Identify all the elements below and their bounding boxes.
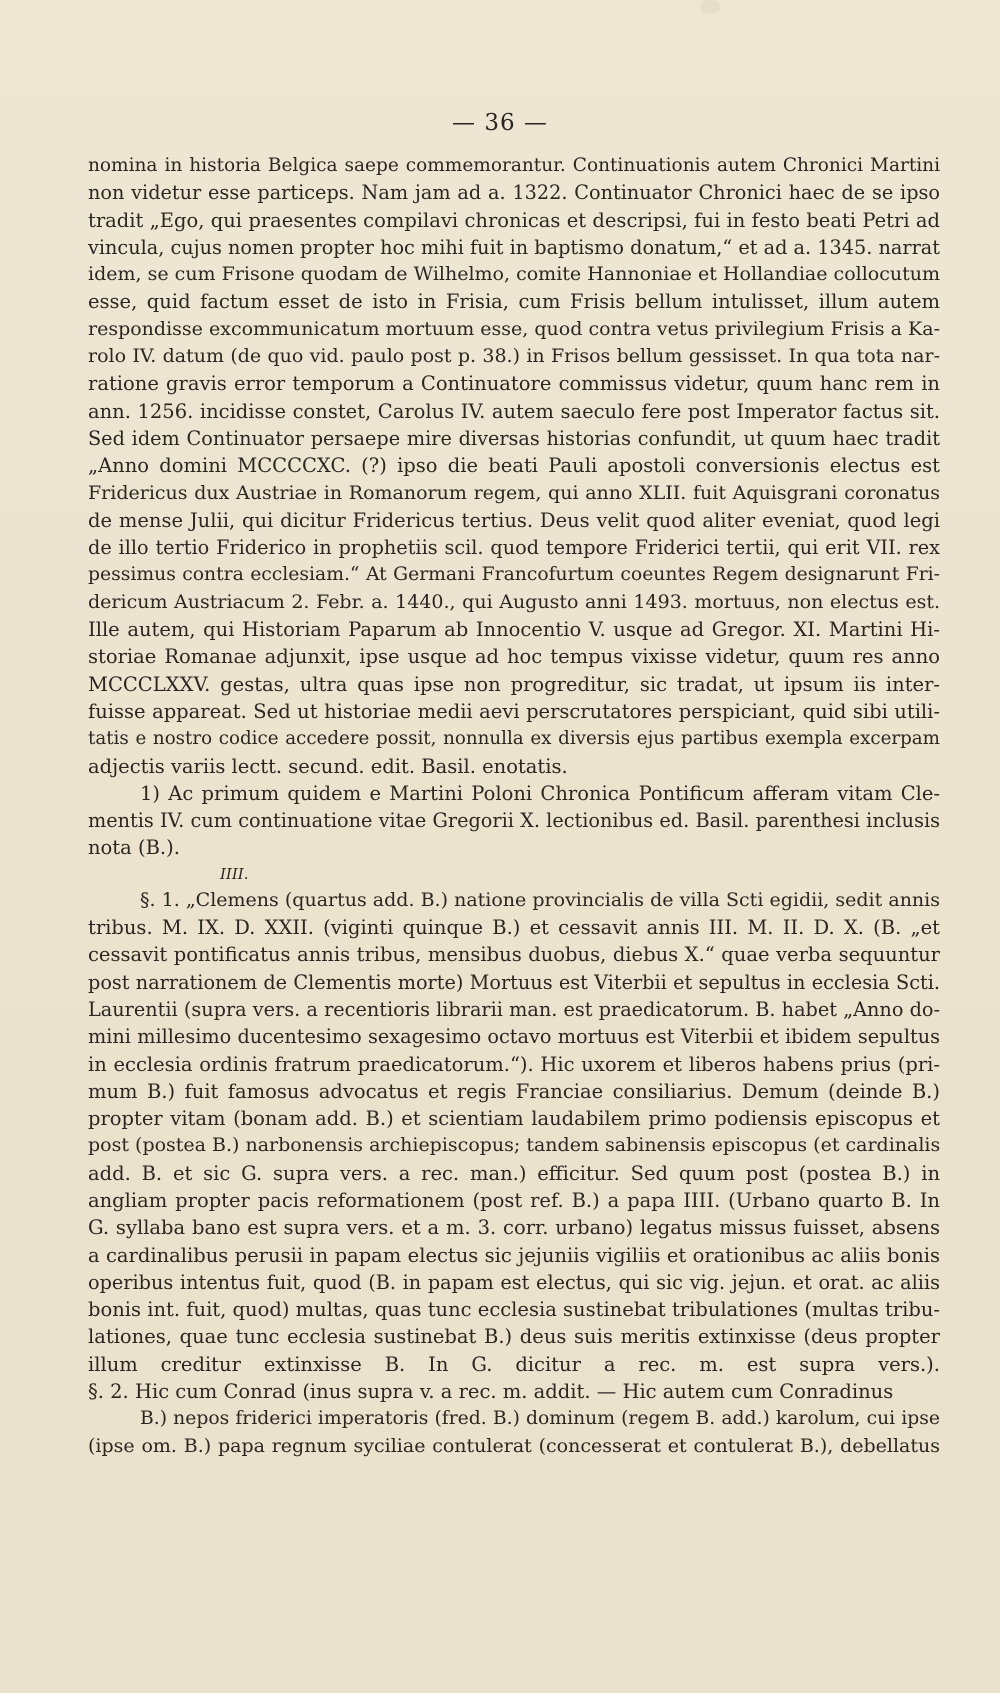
text-line: MCCCLXXV. gestas, ultra quas ipse non progreditur, sic tradat, ut ipsum iis inter- <box>88 672 940 696</box>
page-number: — 36 — <box>452 110 548 136</box>
text-line: de illo tertio Friderico in prophetiis scil. quod tempore Friderici tertii, qui erit VII. rex <box>88 536 940 560</box>
body-text <box>88 152 940 1487</box>
text-line: vincula, cujus nomen propter hoc mihi fuit in baptismo donatum,“ et ad a. 1345. narrat <box>88 235 940 259</box>
text-line: illum creditur extinxisse B. In G. dicitur a rec. m. est supra vers.). <box>88 1352 940 1376</box>
text-line: §. 1. „Clemens (quartus add. B.) natione provincialis de villa Scti egidii, sedit annis <box>140 888 940 911</box>
text-line: tatis e nostro codice accedere possit, nonnulla ex diversis ejus partibus exempla excerpam <box>88 728 940 750</box>
text-line: nomina in historia Belgica saepe commemorantur. Continuationis autem Chronici Martini <box>88 155 940 176</box>
text-line: respondisse excommunicatum mortuum esse, quod contra vetus privilegium Frisis a Ka- <box>88 317 940 340</box>
text-line: fuisse appareat. Sed ut historiae medii aevi perscrutatores perspiciant, quid sibi utili- <box>88 699 940 723</box>
text-line: „Anno domini MCCCCXC. (?) ipso die beati Pauli apostoli conversionis electus est <box>88 454 940 478</box>
text-line: Ille autem, qui Historiam Paparum ab Innocentio V. usque ad Gregor. XI. Martini Hi- <box>88 618 940 642</box>
text-line: propter vitam (bonam add. B.) et scientiam laudabilem primo podiensis episcopus et <box>88 1107 940 1131</box>
text-line: esse, quid factum esset de isto in Frisia, cum Frisis bellum intulisset, illum autem <box>88 290 940 314</box>
text-line: bonis int. fuit, quod) multas, quas tunc ecclesia sustinebat tribulationes (multas tribu- <box>88 1298 940 1322</box>
text-line: nota (B.). <box>88 836 180 860</box>
text-line: in ecclesia ordinis fratrum praedicatorum.“). Hic uxorem et liberos habens prius (pri- <box>88 1052 940 1076</box>
text-line: ann. 1256. incidisse constet, Carolus IV. autem saeculo fere post Imperator factus sit. <box>88 399 940 423</box>
text-line: tradit „Ego, qui praesentes compilavi chronicas et descripsi, fui in festo beati Petri ad <box>88 208 940 232</box>
text-line <box>88 1460 940 1487</box>
text-line: lationes, quae tunc ecclesia sustinebat B.) deus suis meritis extinxisse (deus propter <box>88 1325 940 1349</box>
text-line: Sed idem Continuator persaepe mire diversas historias confundit, ut quum haec tradit <box>88 426 940 450</box>
text-line: (ipse om. B.) papa regnum syciliae contulerat (concesserat et contulerat B.), debellatus <box>88 1434 940 1457</box>
text-line: non videtur esse particeps. Nam jam ad a. 1322. Continuator Chronici haec de se ipso <box>88 181 940 205</box>
text-line: idem, se cum Frisone quodam de Wilhelmo, comite Hannoniae et Hollandiae collocutum <box>88 263 940 286</box>
text-line: operibus intentus fuit, quod (B. in papam est electus, qui sic vig. jejun. et orat. ac aliis <box>88 1270 940 1294</box>
text-line: B.) nepos friderici imperatoris (fred. B.) dominum (regem B. add.) karolum, cui ipse <box>140 1408 940 1430</box>
text-line: de mense Julii, qui dicitur Fridericus tertius. Deus velit quod aliter eveniat, quod legi <box>88 508 940 532</box>
text-line: 1) Ac primum quidem e Martini Poloni Chronica Pontificum afferam vitam Cle- <box>140 781 940 805</box>
text-line: a cardinalibus perusii in papam electus sic jejuniis vigiliis et orationibus ac aliis bonis <box>88 1243 940 1267</box>
text-line: angliam propter pacis reformationem (post ref. B.) a papa IIII. (Urbano quarto B. In <box>88 1188 940 1212</box>
text-line: Laurentii (supra vers. a recentioris librarii man. est praedicatorum. B. habet „Anno do- <box>88 997 940 1021</box>
text-line: post (postea B.) narbonensis archiepiscopus; tandem sabinensis episcopus (et cardinalis <box>88 1134 940 1157</box>
text-line: Fridericus dux Austriae in Romanorum regem, qui anno XLII. fuit Aquisgrani coronatus <box>88 481 940 504</box>
text-line: storiae Romanae adjunxit, ipse usque ad hoc tempus vixisse videtur, quum res anno <box>88 645 940 669</box>
section-heading: IIII. <box>220 864 249 883</box>
text-line: add. B. et sic G. supra vers. a rec. man.) efficitur. Sed quum post (postea B.) in <box>88 1161 940 1185</box>
text-line: adjectis variis lectt. secund. edit. Basil. enotatis. <box>88 754 568 778</box>
text-line: pessimus contra ecclesiam.“ At Germani Francofurtum coeuntes Regem designarunt Fri- <box>88 564 940 586</box>
text-line: ratione gravis error temporum a Continuatore commissus videtur, quum hanc rem in <box>88 372 940 396</box>
text-line: rolo IV. datum (de quo vid. paulo post p. 38.) in Frisos bellum gessisset. In qua tota nar- <box>88 345 940 368</box>
text-line: dericum Austriacum 2. Febr. a. 1440., qui Augusto anni 1493. mortuus, non electus est. <box>88 590 940 613</box>
text-line: mentis IV. cum continuatione vitae Gregorii X. lectionibus ed. Basil. parenthesi inclusis <box>88 809 940 833</box>
text-line: post narrationem de Clementis morte) Mortuus est Viterbii et sepultus in ecclesia Scti. <box>88 970 940 994</box>
paper-stain <box>700 0 720 14</box>
text-line: §. 2. Hic cum Conrad (inus supra v. a rec. m. addit. — Hic autem cum Conradinus <box>88 1380 894 1404</box>
text-line: tribus. M. IX. D. XXII. (viginti quinque B.) et cessavit annis III. M. II. D. X. (B. „et <box>88 916 940 940</box>
text-line: mum B.) fuit famosus advocatus et regis Franciae consiliarius. Demum (deinde B.) <box>88 1079 940 1103</box>
text-line: mini millesimo ducentesimo sexagesimo octavo mortuus est Viterbii et ibidem sepultus <box>88 1025 940 1049</box>
text-line: cessavit pontificatus annis tribus, mensibus duobus, diebus X.“ quae verba sequuntur <box>88 943 940 967</box>
text-line: G. syllaba bano est supra vers. et a m. 3. corr. urbano) legatus missus fuisset, absens <box>88 1216 940 1240</box>
